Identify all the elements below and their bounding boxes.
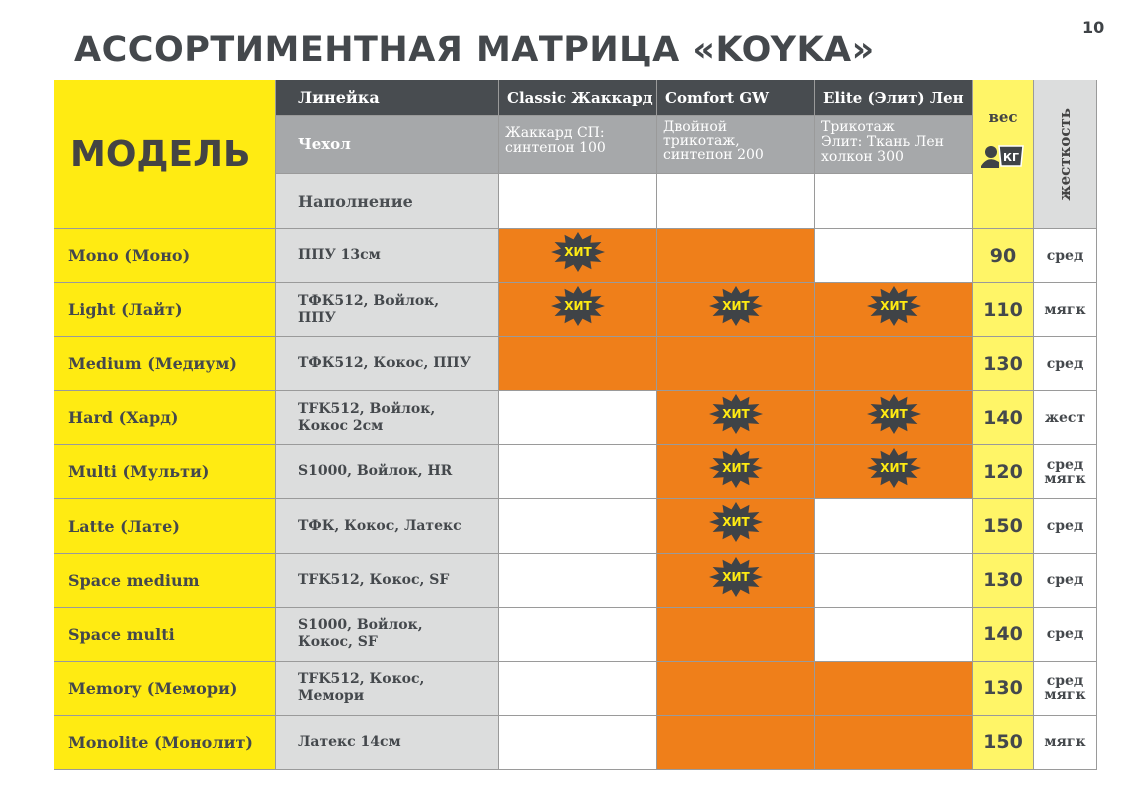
hit-badge-text: ХИТ: [563, 245, 592, 259]
model-name: Latte (Лате): [54, 499, 276, 553]
matrix-cell: [657, 337, 815, 391]
line-name-classic: Classic Жаккард: [499, 80, 657, 116]
stiffness-value: мягк: [1034, 716, 1097, 770]
stiffness-value: сред: [1034, 337, 1097, 391]
stiffness-header: [1034, 80, 1097, 229]
model-name: Space medium: [54, 554, 276, 608]
matrix-cell: [657, 391, 815, 445]
matrix-cell: [499, 283, 657, 337]
matrix-cell: [499, 554, 657, 608]
filling-blank-classic: [499, 174, 657, 229]
stiffness-label: жесткость: [1056, 107, 1074, 201]
hit-badge-icon: [549, 285, 607, 327]
matrix-cell: [815, 499, 973, 553]
filling-value: ТФК, Кокос, Латекс: [276, 499, 499, 553]
weight-kg-icon: [979, 140, 1027, 170]
matrix-cell: [815, 662, 973, 716]
hit-badge-icon: [549, 231, 607, 273]
matrix-cell: [499, 662, 657, 716]
weight-value: 130: [973, 662, 1034, 716]
filling-value: S1000, Войлок, HR: [276, 445, 499, 499]
model-name: Monolite (Монолит): [54, 716, 276, 770]
model-name: Memory (Мемори): [54, 662, 276, 716]
weight-value: 150: [973, 716, 1034, 770]
filling-value: TFK512, Войлок, Кокос 2см: [276, 391, 499, 445]
hit-badge-icon: [707, 393, 765, 435]
matrix-cell: [815, 391, 973, 445]
matrix-cell: [499, 608, 657, 662]
assortment-matrix: [54, 80, 1097, 770]
hit-badge-icon: [707, 285, 765, 327]
filling-value: TFK512, Кокос, SF: [276, 554, 499, 608]
line-label: Линейка: [276, 80, 499, 116]
hit-badge-icon: [707, 556, 765, 598]
weight-value: 110: [973, 283, 1034, 337]
matrix-cell: [657, 229, 815, 283]
weight-value: 150: [973, 499, 1034, 553]
weight-label: вес: [988, 108, 1018, 126]
matrix-cell: [499, 337, 657, 391]
matrix-cell: [815, 445, 973, 499]
model-name: Medium (Медиум): [54, 337, 276, 391]
cover-elite: Трикотаж Элит: Ткань Лен холкон 300: [815, 116, 973, 174]
hit-badge-icon: [865, 447, 923, 489]
filling-value: TFK512, Кокос, Мемори: [276, 662, 499, 716]
weight-value: 130: [973, 554, 1034, 608]
cover-comfort: Двойной трикотаж, синтепон 200: [657, 116, 815, 174]
page-number: 10: [1082, 18, 1105, 37]
stiffness-value: жест: [1034, 391, 1097, 445]
matrix-cell: [657, 608, 815, 662]
hit-badge-icon: [865, 285, 923, 327]
matrix-cell: [815, 554, 973, 608]
filling-value: Латекс 14см: [276, 716, 499, 770]
stiffness-value: сред: [1034, 554, 1097, 608]
matrix-cell: [657, 554, 815, 608]
matrix-cell: [815, 608, 973, 662]
hit-badge-icon: [865, 393, 923, 435]
matrix-cell: [657, 499, 815, 553]
hit-badge-text: ХИТ: [879, 299, 908, 314]
hit-badge-text: ХИТ: [721, 461, 750, 476]
stiffness-value: сред мягк: [1034, 445, 1097, 499]
matrix-cell: [815, 283, 973, 337]
stiffness-value: мягк: [1034, 283, 1097, 337]
hit-badge-text: ХИТ: [879, 461, 908, 476]
matrix-cell: [815, 337, 973, 391]
model-name: Space multi: [54, 608, 276, 662]
stiffness-value: сред: [1034, 229, 1097, 283]
matrix-cell: [499, 229, 657, 283]
weight-value: 140: [973, 391, 1034, 445]
matrix-cell: [815, 229, 973, 283]
filling-blank-elite: [815, 174, 973, 229]
filling-value: ППУ 13см: [276, 229, 499, 283]
matrix-cell: [657, 716, 815, 770]
line-name-comfort: Comfort GW: [657, 80, 815, 116]
matrix-cell: [657, 445, 815, 499]
hit-badge-text: ХИТ: [879, 407, 908, 422]
weight-value: 90: [973, 229, 1034, 283]
matrix-cell: [499, 445, 657, 499]
weight-value: 140: [973, 608, 1034, 662]
model-name: Multi (Мульти): [54, 445, 276, 499]
matrix-cell: [657, 283, 815, 337]
hit-badge-icon: [707, 447, 765, 489]
matrix-cell: [499, 716, 657, 770]
model-header: МОДЕЛЬ: [54, 80, 276, 229]
hit-badge-icon: [707, 501, 765, 543]
matrix-cell: [657, 662, 815, 716]
stiffness-value: сред мягк: [1034, 662, 1097, 716]
weight-unit: КГ: [1002, 151, 1020, 164]
matrix-cell: [815, 716, 973, 770]
line-name-elite: Elite (Элит) Лен: [815, 80, 973, 116]
cover-classic: Жаккард СП: синтепон 100: [499, 116, 657, 174]
model-name: Light (Лайт): [54, 283, 276, 337]
filling-label: Наполнение: [276, 174, 499, 229]
filling-value: ТФК512, Войлок, ППУ: [276, 283, 499, 337]
filling-value: ТФК512, Кокос, ППУ: [276, 337, 499, 391]
matrix-cell: [499, 499, 657, 553]
hit-badge-text: ХИТ: [721, 299, 750, 314]
hit-badge-text: ХИТ: [721, 407, 750, 422]
hit-badge-text: ХИТ: [721, 515, 750, 530]
filling-blank-comfort: [657, 174, 815, 229]
model-name: Hard (Хард): [54, 391, 276, 445]
model-name: Mono (Моно): [54, 229, 276, 283]
page-title: АССОРТИМЕНТНАЯ МАТРИЦА «KOYKA»: [74, 30, 875, 70]
filling-value: S1000, Войлок, Кокос, SF: [276, 608, 499, 662]
weight-value: 120: [973, 445, 1034, 499]
hit-badge-text: ХИТ: [721, 569, 750, 584]
stiffness-value: сред: [1034, 499, 1097, 553]
weight-value: 130: [973, 337, 1034, 391]
hit-badge-text: ХИТ: [563, 299, 592, 314]
cover-label: Чехол: [276, 116, 499, 174]
matrix-cell: [499, 391, 657, 445]
stiffness-value: сред: [1034, 608, 1097, 662]
weight-header: [973, 80, 1034, 229]
